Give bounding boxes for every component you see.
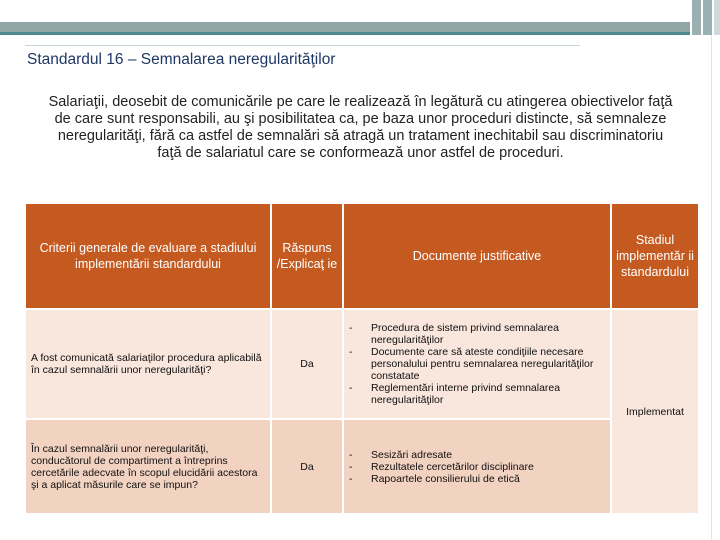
table-row bbox=[25, 309, 699, 419]
document-item bbox=[349, 461, 605, 473]
response-cell: Da bbox=[271, 419, 343, 514]
criterion-cell: În cazul semnalării unor neregularităţi, conducătorul de compartiment a întreprins cercetările adecvate în scopul elucidării acestora şi a aplicat măsurile care se impun? bbox=[25, 419, 271, 514]
response-cell: Da bbox=[271, 309, 343, 419]
documents-cell bbox=[343, 309, 611, 419]
criterion-cell: A fost comunicată salariaţilor procedura aplicabilă în cazul semnalării unor neregularităţi? bbox=[25, 309, 271, 419]
title-rule bbox=[25, 45, 580, 46]
table-row bbox=[25, 419, 699, 514]
header-band bbox=[0, 22, 690, 32]
standard-table bbox=[24, 202, 700, 515]
header-band-accent bbox=[0, 32, 690, 35]
slide-title: Standardul 16 – Semnalarea neregularităţilor bbox=[27, 51, 336, 68]
bullet-dash: - bbox=[349, 472, 353, 485]
document-item bbox=[349, 346, 605, 382]
document-text: Rapoartele consilierului de etică bbox=[371, 472, 520, 485]
table-header-row bbox=[25, 203, 699, 309]
documents-cell bbox=[343, 419, 611, 514]
corner-decoration bbox=[714, 0, 720, 35]
intro-paragraph: Salariaţii, deosebit de comunicările pe care le realizează în legătură cu atingerea obiectivelor faţă de care sunt responsabili, au şi posibilitatea ca, pe baza unor proceduri distincte, să semnaleze neregularităţi, fără ca astfel de semnalări să atragă un tratament inechitabil sau discriminatoriu faţă de salariatul care se conformează unor astfel de proceduri. bbox=[48, 94, 673, 161]
header-response: Răspuns /Explicaţ ie bbox=[271, 203, 343, 309]
document-text: Sesizări adresate bbox=[371, 448, 453, 461]
bullet-dash: - bbox=[349, 448, 353, 461]
corner-decoration bbox=[703, 0, 712, 35]
bullet-dash: - bbox=[349, 460, 353, 473]
document-item bbox=[349, 449, 605, 461]
documents-list bbox=[349, 322, 605, 406]
corner-decoration bbox=[692, 0, 701, 35]
document-text: Rezultatele cercetărilor disciplinare bbox=[371, 460, 534, 473]
document-item bbox=[349, 382, 605, 406]
status-cell: Implementat bbox=[611, 309, 699, 514]
right-border-line bbox=[711, 35, 712, 540]
document-item bbox=[349, 473, 605, 485]
documents-list bbox=[349, 449, 605, 485]
document-text: Documente care să ateste condiţiile necesare personalului pentru semnalarea neregularităţilor constatate bbox=[371, 346, 594, 382]
bullet-dash: - bbox=[349, 322, 353, 334]
bullet-dash: - bbox=[349, 382, 353, 394]
header-documents: Documente justificative bbox=[343, 203, 611, 309]
document-item bbox=[349, 322, 605, 346]
header-criteria: Criterii generale de evaluare a stadiului implementării standardului bbox=[25, 203, 271, 309]
header-status: Stadiul implementăr ii standardului bbox=[611, 203, 699, 309]
document-text: Procedura de sistem privind semnalarea neregularităţilor bbox=[371, 322, 559, 346]
bullet-dash: - bbox=[349, 346, 353, 358]
document-text: Reglementări interne privind semnalarea neregularităţilor bbox=[371, 382, 561, 406]
